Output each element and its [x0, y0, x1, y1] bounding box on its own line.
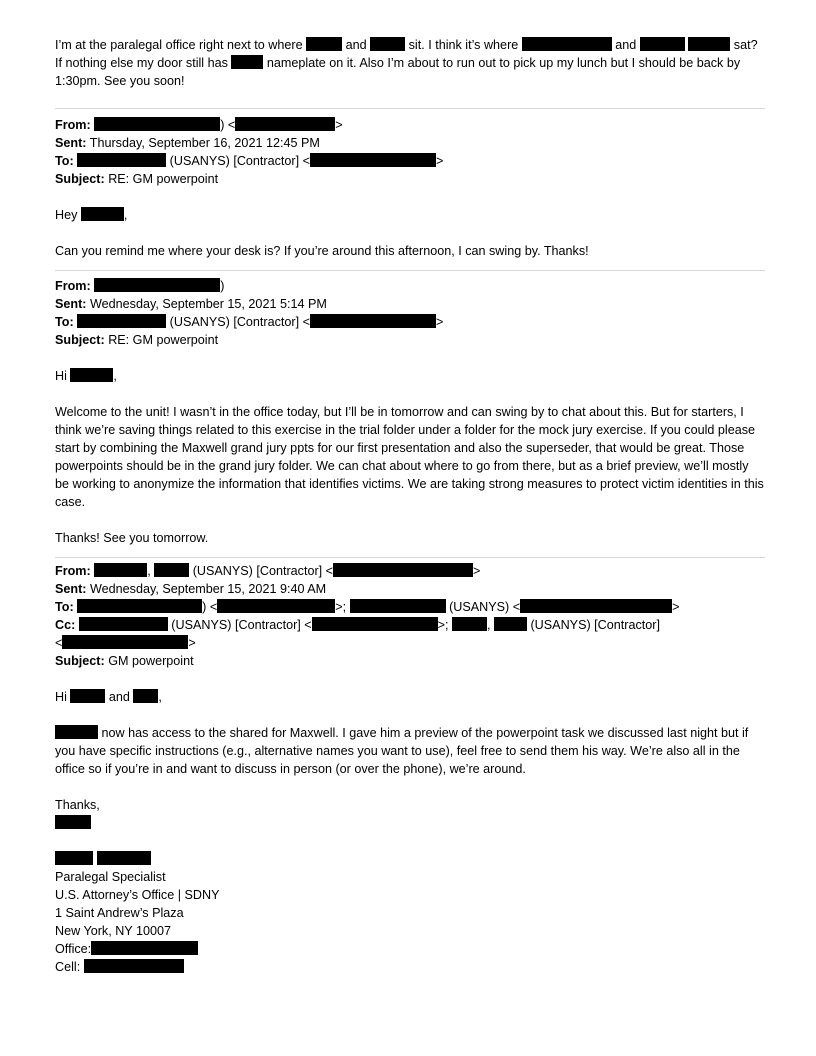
redaction — [452, 617, 487, 631]
cell-phone-label: Cell: — [55, 960, 81, 974]
signature-name — [55, 850, 765, 868]
to-label: To: — [55, 600, 74, 614]
message-text: sit. I think it’s where — [408, 38, 519, 52]
from-line — [55, 562, 765, 580]
redaction — [77, 599, 202, 613]
from-text: > — [335, 118, 343, 132]
to-value: (USANYS) [Contractor] < — [169, 315, 310, 329]
cc-value: (USANYS) [Contractor] < — [171, 618, 312, 632]
from-line — [55, 277, 765, 295]
from-text: , — [147, 564, 151, 578]
greeting — [55, 206, 765, 224]
from-text: ) — [220, 279, 225, 293]
email-body: Can you remind me where your desk is? If you’re around this afternoon, I can swing by. Thanks! — [55, 244, 589, 258]
message-text: I’m at the paralegal office right next to where — [55, 38, 303, 52]
greeting-text: Hi — [55, 690, 67, 704]
redaction — [94, 278, 220, 292]
redaction — [688, 37, 730, 51]
email-body: Welcome to the unit! I wasn’t in the office today, but I’ll be in tomorrow and can swing by to chat about this. But for starters, I think we’re saving things related to this exercise in the trial folder under a folder for the mock jury exercise. If you could please start by combining the Maxwell grand jury ppts for our first presentation and also the superseder, that would be great. Those powerpoints should be in the grand jury folder. We can chat about where to go from there, but as a brief preview, we’ll mostly be working to anonymize the information that identifies victims. We are taking strong measures to protect victim identities in this case. — [55, 405, 764, 509]
signature-office: U.S. Attorney’s Office | SDNY — [55, 888, 220, 902]
subject-line — [55, 331, 765, 349]
email-header — [55, 562, 765, 670]
greeting-text: , — [123, 208, 128, 222]
redaction — [94, 117, 220, 131]
sent-line — [55, 295, 765, 313]
cc-value: , — [486, 618, 491, 632]
subject-label: Subject: — [55, 333, 105, 347]
from-text: > — [473, 564, 481, 578]
redaction — [55, 851, 93, 865]
to-value: (USANYS) [Contractor] < — [169, 154, 310, 168]
cc-value: < — [55, 636, 63, 650]
redaction — [235, 117, 335, 131]
email-header — [55, 277, 765, 349]
cc-line-continued — [55, 634, 765, 652]
from-label: From: — [55, 118, 91, 132]
cc-value: >; — [437, 618, 449, 632]
to-value: >; — [335, 600, 347, 614]
subject-line — [55, 170, 765, 188]
cc-label: Cc: — [55, 618, 76, 632]
office-phone-label: Office: — [55, 942, 92, 956]
redaction — [97, 851, 151, 865]
signature-title: Paralegal Specialist — [55, 870, 166, 884]
to-line — [55, 598, 765, 616]
sent-label: Sent: — [55, 582, 87, 596]
to-value: > — [435, 315, 444, 329]
to-line — [55, 152, 765, 170]
greeting-text: Hi — [55, 369, 67, 383]
signature-street: 1 Saint Andrew’s Plaza — [55, 906, 184, 920]
redaction — [310, 314, 436, 328]
to-value: ) < — [202, 600, 218, 614]
redaction — [84, 959, 184, 973]
sent-line — [55, 580, 765, 598]
redaction — [370, 37, 405, 51]
sent-value: Thursday, September 16, 2021 12:45 PM — [89, 136, 320, 150]
cc-value: > — [188, 636, 196, 650]
cc-line — [55, 616, 765, 634]
redaction — [350, 599, 446, 613]
message-text: nameplate on it. Also I’m about to run out to pick up my lunch but I should be back by 1:30pm. See you soon! — [55, 56, 741, 88]
to-label: To: — [55, 154, 74, 168]
redaction — [520, 599, 672, 613]
email-closing: Thanks, — [55, 798, 100, 812]
sent-value: Wednesday, September 15, 2021 9:40 AM — [89, 582, 327, 596]
email-body — [55, 724, 765, 778]
redaction — [81, 207, 124, 221]
to-value: (USANYS) < — [449, 600, 521, 614]
greeting-text: Hey — [55, 208, 78, 222]
message-text: and — [615, 38, 637, 52]
redaction — [55, 725, 98, 739]
subject-value: RE: GM powerpoint — [108, 333, 219, 347]
subject-line — [55, 652, 765, 670]
to-value: > — [435, 154, 444, 168]
redaction — [77, 314, 166, 328]
signer-name — [55, 814, 765, 832]
redaction — [91, 941, 198, 955]
sent-value: Wednesday, September 15, 2021 5:14 PM — [89, 297, 327, 311]
greeting-text: , — [158, 690, 162, 704]
sent-label: Sent: — [55, 297, 87, 311]
redaction — [310, 153, 436, 167]
signature-cell-phone — [55, 958, 765, 976]
redaction — [494, 617, 527, 631]
redaction — [55, 815, 91, 829]
to-value: > — [672, 600, 680, 614]
from-label: From: — [55, 564, 91, 578]
sent-label: Sent: — [55, 136, 87, 150]
redaction — [154, 563, 189, 577]
message-text: sat? If nothing else my door still has — [55, 38, 758, 70]
subject-label: Subject: — [55, 654, 105, 668]
redaction — [62, 635, 188, 649]
subject-value: GM powerpoint — [108, 654, 194, 668]
cc-value: (USANYS) [Contractor] — [530, 618, 660, 632]
redaction — [70, 368, 113, 382]
to-label: To: — [55, 315, 74, 329]
from-label: From: — [55, 279, 91, 293]
redaction — [522, 37, 612, 51]
redaction — [79, 617, 168, 631]
greeting-text: , — [113, 369, 117, 383]
redaction — [640, 37, 685, 51]
email-document — [55, 36, 765, 976]
to-line — [55, 313, 765, 331]
from-text: (USANYS) [Contractor] < — [192, 564, 334, 578]
redaction — [133, 689, 158, 703]
email-body-text: now has access to the shared for Maxwell. I gave him a preview of the powerpoint task we discussed last night but if you have specific instructions (e.g., alternative names you want to use), feel free to send them his way. We’re also all in the office so if you’re in and want to discuss in person (or over the phone), we’re around. — [55, 726, 749, 776]
redaction — [217, 599, 335, 613]
subject-label: Subject: — [55, 172, 105, 186]
message-text: and — [345, 38, 367, 52]
redaction — [231, 55, 263, 69]
redaction — [70, 689, 105, 703]
redaction — [94, 563, 147, 577]
from-line — [55, 116, 765, 134]
signature-city: New York, NY 10007 — [55, 924, 171, 938]
greeting-text: and — [108, 690, 130, 704]
email-closing: Thanks! See you tomorrow. — [55, 531, 209, 545]
top-message — [55, 36, 765, 90]
sent-line — [55, 134, 765, 152]
email-header — [55, 116, 765, 188]
redaction — [333, 563, 473, 577]
from-text: ) < — [220, 118, 236, 132]
signature-block — [55, 850, 765, 976]
subject-value: RE: GM powerpoint — [108, 172, 219, 186]
greeting — [55, 367, 765, 385]
signature-office-phone — [55, 940, 765, 958]
greeting — [55, 688, 765, 706]
redaction — [306, 37, 342, 51]
redaction — [312, 617, 438, 631]
redaction — [77, 153, 166, 167]
